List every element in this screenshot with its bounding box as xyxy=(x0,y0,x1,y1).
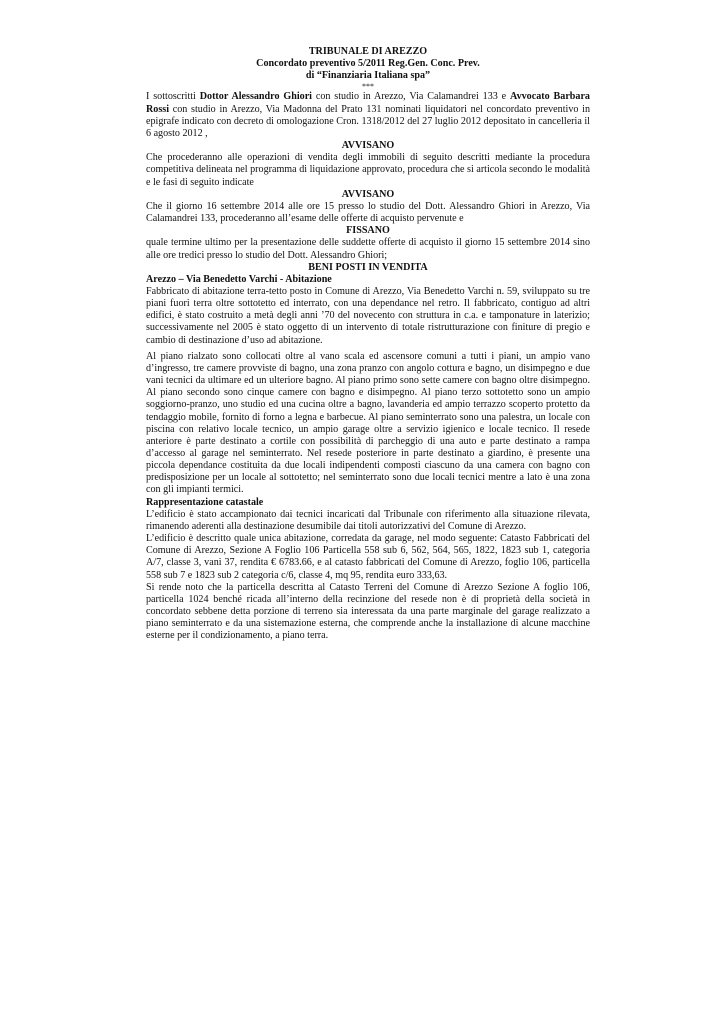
heading-fissano: FISSANO xyxy=(346,225,390,237)
intro-text-2: con studio in Arezzo, Via Calamandrei 133 e xyxy=(311,91,511,103)
heading-beni: BENI POSTI IN VENDITA xyxy=(308,261,428,273)
property-title: Arezzo – Via Benedetto Varchi - Abitazione xyxy=(146,273,332,285)
company-title: di “Finanziaria Italiana spa” xyxy=(305,70,431,82)
heading-avvisano-2: AVVISANO xyxy=(341,188,395,200)
court-title: TRIBUNALE DI AREZZO xyxy=(308,46,428,57)
heading-avvisano-1: AVVISANO xyxy=(341,140,395,152)
catastale-title: Rappresentazione catastale xyxy=(146,496,264,508)
procedure-title: Concordato preventivo 5/2011 Reg.Gen. Conc. Prev. xyxy=(256,58,480,70)
avvisano-1-paragraph: Che procederanno alle operazioni di vendita degli immobili di seguito descritti mediante la procedura competitiva delineata nel programma di liquidazione approvato, procedura che si articola secondo le modalità e le fasi di seguito indicate xyxy=(146,152,590,188)
intro-text-3: con studio in Arezzo, Via Madonna del Prato 131 nominati liquidatori nel concordato preventivo in epigrafe indicato con decreto di omologazione Cron. 1318/2012 del 27 luglio 2012 depositato in cancelleria il 6 agosto 2012 , xyxy=(146,103,590,139)
liquidator-2: Avvocato Barbara Rossi xyxy=(146,91,590,115)
intro-text-1: I sottoscritti xyxy=(146,91,200,103)
property-paragraph-1: Fabbricato di abitazione terra-tetto posto in Comune di Arezzo, Via Benedetto Varchi n. 59, sviluppato su tre piani fuori terra oltre sottotetto ed interrato, con una dependance nel retro. Il fabbricato, contiguo ad altri edifici, è stato costruito a metà degli anni ’70 del novecento con struttura in c.a. e tamponature in laterizio; successivamente nel 2005 è stato oggetto di un intervento di totale ristrutturazione con finiture di pregio e cambio di destinazione d’uso ad abitazione. xyxy=(146,285,590,346)
avvisano-2-paragraph: Che il giorno 16 settembre 2014 alle ore 15 presso lo studio del Dott. Alessandro Ghiori in Arezzo, Via Calamandrei 133, procederanno all’esame delle offerte di acquisto pervenute e xyxy=(146,200,590,225)
intro-paragraph xyxy=(146,91,590,140)
liquidator-1: Dottor Alessandro Ghiori xyxy=(199,91,312,103)
fissano-paragraph: quale termine ultimo per la presentazione delle suddette offerte di acquisto il giorno 15 settembre 2014 sino alle ore tredici presso lo studio del Dott. Alessandro Ghiori; xyxy=(146,237,590,261)
catastale-paragraph-2: L’edificio è descritto quale unica abitazione, corredata da garage, nel modo seguente: Catasto Fabbricati del Comune di Arezzo, Sezione A Foglio 106 Particella 558 sub 6, 562, 564, 565, 1822, 1823 sub 1, categoria A/7, classe 3, vani 37, rendita € 6783.66, e al catasto fabbricati del Comune di Arezzo, foglio 106, particella 558 sub 7 e 1823 sub 2 categoria c/6, classe 4, mq 95, rendita euro 333,63. xyxy=(146,533,590,581)
separator: *** xyxy=(362,82,374,92)
catastale-paragraph-1: L’edificio è stato accampionato dai tecnici incaricati dal Tribunale con riferimento alla situazione rilevata, rimanendo aderenti alla destinazione desumibile dai titoli autorizzativi del Comune di Arezzo. xyxy=(146,508,590,532)
property-paragraph-2: Al piano rialzato sono collocati oltre al vano scala ed ascensore comuni a tutti i piani, un ampio vano d’ingresso, tre camere provviste di bagno, una zona pranzo con angolo cottura e bagno, un disimpegno e due vani tecnici da ultimare ed un ulteriore bagno. Al piano primo sono sette camere con bagno oltre disimpegno. Al piano secondo sono cinque camere con bagno e disimpegno. Al piano terzo sottotetto sono un ampio soggiorno-pranzo, uno studio ed una cucina oltre a bagno, lavanderia ed ampio terrazzo scoperto protetto da tendaggio mobile, fornito di forno a legna e barbecue. Al piano seminterrato sono una palestra, un locale con piscina con relativo locale tecnico, un ampio garage oltre a servizio igienico e locale tecnico. Il resede anteriore è parte destinato a cortile con possibilità di parcheggio di una auto e parte destinato a rampa d’accesso al garage nel seminterrato. Nel resede posteriore in parte destinato a giardino, è presente una piccola dependance costituita da due locali indipendenti composti ciascuno da una camera con bagno con predisposizione per un locale al sottotetto; nel seminterrato sono due locali tecnici mentre a lato è una zona con gli impianti termici. xyxy=(146,350,590,496)
catastale-paragraph-3: Si rende noto che la particella descritta al Catasto Terreni del Comune di Arezzo Sezione A foglio 106, particella 1024 benché ricada all’interno della recinzione del resede non è di proprietà della società in concordato sebbene detta porzione di terreno sia interessata da una parte marginale del garage realizzato a piano seminterrato e da una sistemazione esterna, che comprende anche la installazione di alcune macchine esterne per il condizionamento, a piano terra. xyxy=(146,581,590,642)
